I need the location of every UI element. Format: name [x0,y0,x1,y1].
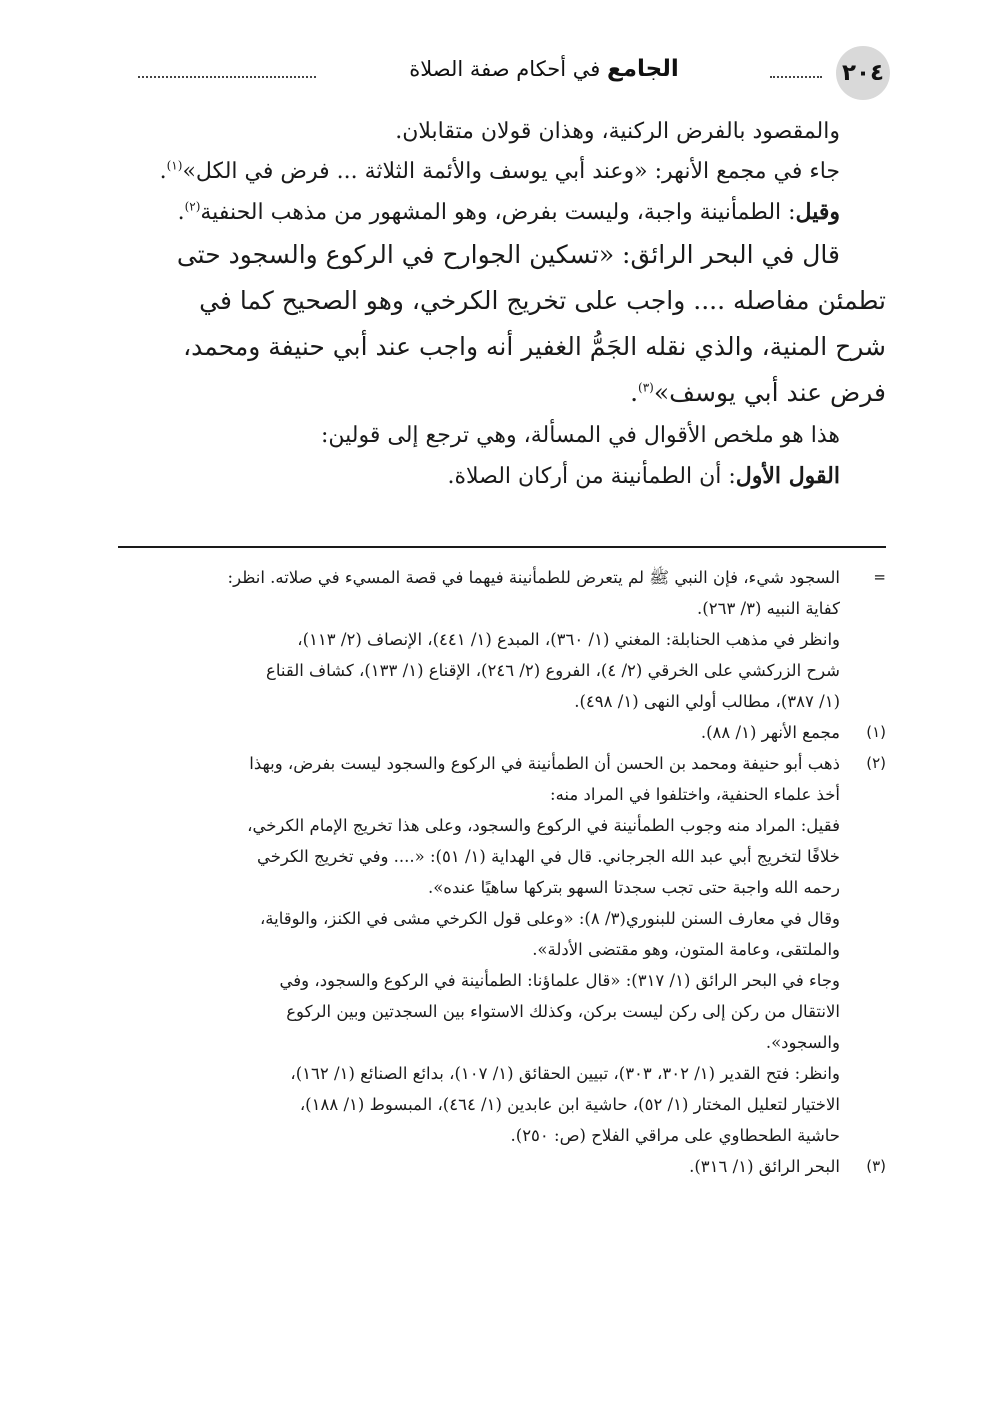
page-number: ٢٠٤ [836,46,890,100]
quote-text: جاء في مجمع الأنهر: «وعند أبي يوسف والأئمة الثلاثة ... فرض في الكل» [182,159,840,184]
footnote-line: والملتقى، وعامة المتون، وهو مقتضى الأدلة». [532,940,840,959]
body-line: هذا هو ملخص الأقوال في المسألة، وهي ترجع إلى قولين: [320,423,840,448]
body-text: : الطمأنينة واجبة، وليست بفرض، وهو المشهور من مذهب الحنفية [200,200,796,225]
footnote-ref: (٢) [184,199,201,214]
body-line: والمقصود بالفرض الركنية، وهذان قولان متقابلان. [395,119,840,144]
footnote-line: فقيل: المراد منه وجوب الطمأنينة في الركوع والسجود، وعلى هذا تخريج الإمام الكرخي، [247,816,840,835]
footnote-marker: (٢) [866,754,886,772]
footnote-line: ذهب أبو حنيفة ومحمد بن الحسن أن الطمأنينة في الركوع والسجود ليست بفرض، وبهذا [249,754,840,773]
keyword: وقيل [795,199,840,225]
quote-line: تطمئن مفاصله .... واجب على تخريج الكرخي، وهو الصحيح كما في [199,286,886,315]
book-title [326,56,762,82]
footnote-line: (١/ ٣٨٧)، مطالب أولي النهى (١/ ٤٩٨). [574,692,840,711]
footnotes [116,562,886,1182]
quote-text: فرض عند أبي يوسف» [653,378,886,407]
footnote-marker: (١) [866,723,886,741]
footnote-marker: = [873,568,886,586]
quote-line: فرض عند أبي يوسف»$^{(٣)}$. [630,378,886,407]
running-header [138,46,890,100]
footnote-line: وجاء في البحر الرائق (١/ ٣١٧): «قال علماؤنا: الطمأنينة في الركوع والسجود، وفي [279,971,840,990]
footnote-line: الانتقال من ركن إلى ركن ليست بركن، وكذلك الاستواء بين السجدتين وبين الركوع [286,1002,840,1021]
footnote-line: وانظر في مذهب الحنابلة: المغني (١/ ٣٦٠)، المبدع (١/ ٤٤١)، الإنصاف (٢/ ١١٣)، [297,630,840,649]
footnote-2 [116,748,886,1151]
quote-line: قال في البحر الرائق: «تسكين الجوارح في الركوع والسجود حتى [176,240,840,269]
body-text: : أن الطمأنينة من أركان الصلاة. [447,464,736,489]
footnote-line: الاختيار لتعليل المختار (١/ ٥٢)، حاشية ابن عابدين (١/ ٤٦٤)، المبسوط (١/ ١٨٨)، [299,1095,840,1114]
footnote-line: والسجود». [765,1033,840,1052]
footnote-ref: (١) [166,158,183,173]
header-dots-right [770,76,822,78]
footnote-3 [116,1151,886,1182]
main-text [116,112,886,496]
body-line: جاء في مجمع الأنهر: «وعند أبي يوسف والأئمة الثلاثة ... فرض في الكل»$^{(١)}$. [159,158,840,184]
body-line: وقيل: الطمأنينة واجبة، وليست بفرض، وهو المشهور من مذهب الحنفية$^{(٢)}$. [177,199,840,225]
footnote-line: وانظر: فتح القدير (١/ ٣٠٢، ٣٠٣)، تبيين الحقائق (١/ ١٠٧)، بدائع الصنائع (١/ ١٦٢)، [290,1064,840,1083]
footnote-continued [116,562,886,717]
footnote-line: شرح الزركشي على الخرقي (٢/ ٤)، الفروع (٢/ ٢٤٦)، الإقناع (١/ ١٣٣)، كشاف القناع [266,661,840,680]
footnote-line: البحر الرائق (١/ ٣١٦). [689,1157,840,1176]
footnote-ref: (٣) [638,380,654,395]
footnote-line: كفاية النبيه (٣/ ٢٦٣). [697,599,840,618]
footnote-line: السجود شيء، فإن النبي ﷺ لم يتعرض للطمأنينة فيهما في قصة المسيء في صلاته. انظر: [227,568,840,587]
footnote-line: خلافًا لتخريج أبي عبد الله الجرجاني. قال في الهداية (١/ ٥١): «.... وفي تخريج الكرخي [256,847,840,866]
footnote-separator [118,546,886,548]
footnote-1 [116,717,886,748]
footnote-line: حاشية الطحطاوي على مراقي الفلاح (ص: ٢٥٠). [510,1126,840,1145]
footnote-line: أخذ علماء الحنفية، واختلفوا في المراد منه: [550,785,840,804]
quote-line: شرح المنية، والذي نقله الجَمُّ الغفير أنه واجب عند أبي حنيفة ومحمد، [183,332,886,361]
body-line [116,456,840,496]
footnote-marker: (٣) [866,1157,886,1175]
footnote-line: مجمع الأنهر (١/ ٨٨). [700,723,840,742]
footnote-line: رحمه الله واجبة حتى تجب سجدتا السهو بتركها ساهيًا عنده». [427,878,840,897]
book-title-highlight: الجامع [607,56,679,82]
heading-first-opinion: القول الأول [735,463,840,489]
header-dots-left [138,76,316,78]
book-title-rest: في أحكام صفة الصلاة [409,57,601,81]
footnote-line: وقال في معارف السنن للبنوري(٣/ ٨): «وعلى قول الكرخي مشى في الكنز، والوقاية، [259,909,840,928]
